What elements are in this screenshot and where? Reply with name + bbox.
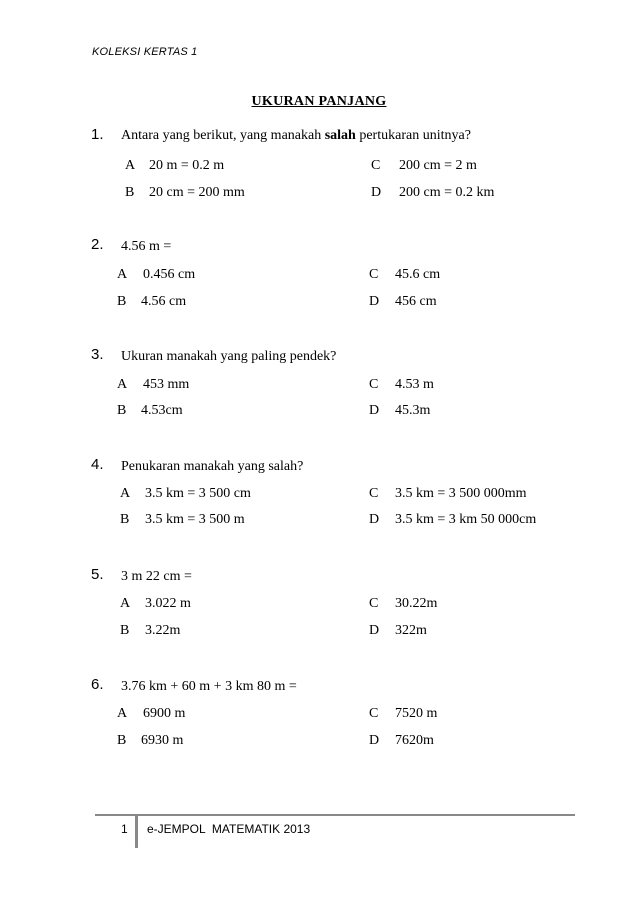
option-text: 45.6 cm [395,267,441,282]
option-text: 456 cm [395,294,437,309]
option-letter: D [369,403,380,418]
question-5-text: 3 m 22 cm = [121,569,192,584]
question-6-text: 3.76 km + 60 m + 3 km 80 m = [121,679,297,694]
option-text: 4.53 m [395,377,434,392]
question-3-text: Ukuran manakah yang paling pendek? [121,349,337,364]
question-2-text: 4.56 m = [121,239,172,254]
option-text: 3.22m [145,623,181,638]
question-3-option-b [117,403,183,419]
question-2-option-a [117,267,195,283]
option-text: 6930 m [141,733,184,748]
question-2-option-d [369,294,437,310]
option-text: 200 cm = 2 m [399,158,477,173]
question-4-text: Penukaran manakah yang salah? [121,459,304,474]
question-3-option-a [117,377,189,393]
question-4-number: 4. [91,456,104,473]
question-2-option-c [369,267,440,283]
option-text: 7520 m [395,706,438,721]
option-letter: D [369,623,380,638]
option-letter: C [369,596,379,611]
option-text: 3.5 km = 3 500 m [145,512,245,527]
question-3-option-c [369,377,434,393]
option-text: 4.56 cm [141,294,187,309]
option-letter: B [117,733,127,748]
question-4-option-b [120,512,245,528]
question-1-option-b [125,185,245,201]
question-3-number: 3. [91,346,104,363]
option-letter: B [125,185,135,200]
question-6-option-d [369,733,434,749]
option-letter: A [120,596,131,611]
option-text: 0.456 cm [143,267,196,282]
option-text: 453 mm [143,377,190,392]
option-letter: A [117,267,128,282]
question-6-option-c [369,706,437,722]
option-letter: A [117,706,128,721]
option-text: 4.53cm [141,403,183,418]
option-text: 6900 m [143,706,186,721]
option-letter: D [369,512,380,527]
question-3-option-d [369,403,430,419]
option-letter: A [117,377,128,392]
option-letter: C [369,267,379,282]
option-text: 45.3m [395,403,431,418]
footer-rule [95,814,575,816]
question-1-text-before: Antara yang berikut, yang manakah [121,128,325,143]
question-5-option-b [120,623,180,639]
question-4-option-a [120,486,251,502]
option-letter: D [371,185,382,200]
question-1-option-d [371,185,494,201]
option-text: 200 cm = 0.2 km [399,185,495,200]
option-letter: B [120,623,130,638]
page-title: UKURAN PANJANG [251,94,387,109]
option-letter: C [369,486,379,501]
option-letter: C [369,706,379,721]
question-1-option-a [125,158,224,174]
question-6-option-b [117,733,183,749]
footer-page-number: 1 [121,822,128,836]
option-letter: A [120,486,131,501]
option-text: 30.22m [395,596,438,611]
header-text: KOLEKSI KERTAS 1 [92,46,198,58]
option-letter: B [117,294,127,309]
option-text: 7620m [395,733,434,748]
option-text: 3.5 km = 3 500 000mm [395,486,527,501]
option-text: 3.022 m [145,596,191,611]
question-1-number: 1. [91,126,104,143]
option-letter: C [371,158,381,173]
question-1-text-bold: salah [324,128,356,143]
question-1-text-after: pertukaran unitnya? [355,128,471,143]
option-letter: B [117,403,127,418]
option-text: 3.5 km = 3 km 50 000cm [395,512,537,527]
question-5-option-d [369,623,427,639]
question-5-option-a [120,596,191,612]
question-4-option-c [369,486,527,502]
option-letter: C [369,377,379,392]
option-letter: B [120,512,130,527]
question-5-number: 5. [91,566,104,583]
question-5-option-c [369,596,437,612]
question-6-option-a [117,706,185,722]
footer-text: e-JEMPOL MATEMATIK 2013 [147,822,311,836]
option-text: 322m [395,623,427,638]
question-4-option-d [369,512,536,528]
question-6-number: 6. [91,676,104,693]
option-letter: A [125,158,136,173]
question-2-option-b [117,294,186,310]
footer-divider [135,816,138,848]
option-text: 20 m = 0.2 m [149,158,225,173]
option-letter: D [369,733,380,748]
option-letter: D [369,294,380,309]
question-2-number: 2. [91,236,104,253]
question-1-text [121,128,471,144]
question-1-option-c [371,158,477,174]
option-text: 20 cm = 200 mm [149,185,245,200]
option-text: 3.5 km = 3 500 cm [145,486,251,501]
